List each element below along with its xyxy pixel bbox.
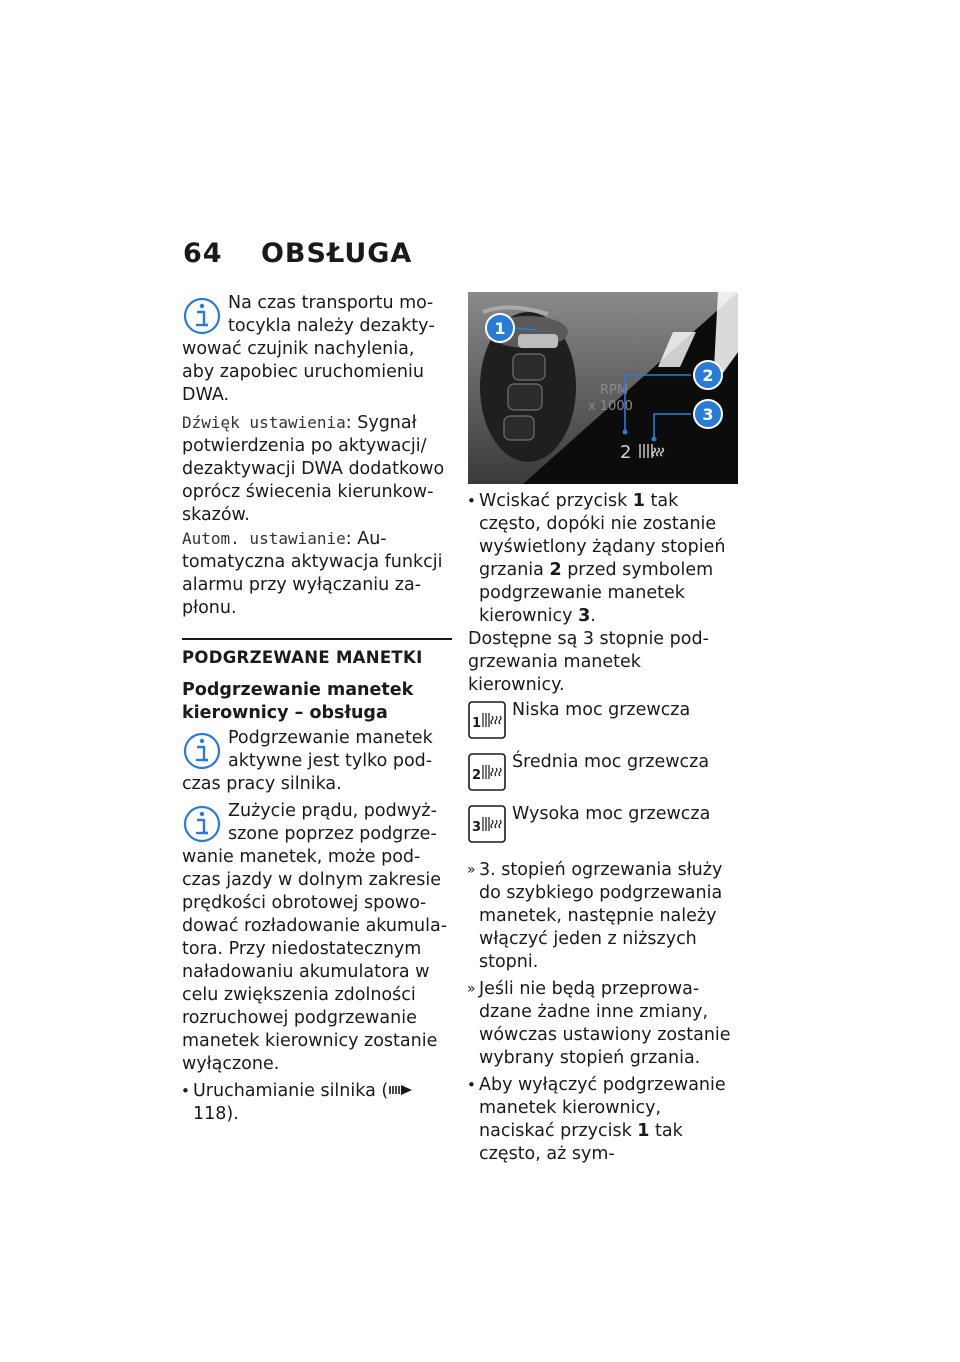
left-column — [182, 292, 452, 1126]
step-select-level: • Wciskać przycisk 1 tak często, dopóki nie zostanie wyświetlony żądany stopień grzania 2 przed symbolem podgrzewanie manetek kierownicy 3. — [468, 490, 740, 628]
page-header — [183, 238, 412, 269]
svg-text:2: 2 — [702, 366, 714, 385]
page-reference-link[interactable]: 118 — [193, 1104, 227, 1124]
option-label: Autom. ustawianie — [182, 529, 346, 548]
option-auto — [182, 527, 452, 620]
rpm-label: RPM — [600, 383, 629, 398]
callout-2 — [694, 361, 722, 389]
option-label: Dźwięk ustawienia — [182, 413, 346, 432]
svg-text:1: 1 — [472, 716, 482, 731]
step-turn-off: • Aby wyłączyć podgrzewanie manetek kierownicy, naciskać przycisk 1 tak często, aż sym- — [468, 1074, 740, 1166]
callout-3 — [694, 400, 722, 428]
info-icon — [182, 294, 222, 338]
svg-text:3: 3 — [472, 820, 482, 835]
result-marker-icon: » — [467, 981, 476, 997]
display-level-digit: 2 — [620, 442, 632, 463]
option-description: : Sygnał potwierdzenia po aktywacji/ dezaktywacji DWA dodatkowo oprócz świecenia kierunkowskazów. — [182, 413, 445, 525]
result-keep-level: » Jeśli nie będą przeprowadzane żadne inne zmiany, wówczas ustawiony zostanie wybrany stopień grzania. — [467, 979, 731, 1068]
info-note-transport — [182, 292, 452, 407]
info-note-text: Podgrzewanie manetek aktywne jest tylko podczas pracy silnika. — [182, 728, 433, 794]
section-title: PODGRZEWANE MANETKI — [182, 638, 452, 669]
callout-1 — [486, 314, 514, 342]
heating-level-medium — [468, 751, 740, 803]
info-note-engine — [182, 727, 452, 796]
heating-level-label: Średnia moc grzewcza — [512, 752, 710, 772]
subsection-title: Podgrzewanie manetek kierownicy – obsługa — [182, 680, 414, 723]
page-reference-arrow-icon — [388, 1083, 414, 1097]
option-sound — [182, 411, 452, 527]
rpm-multiplier: x 1000 — [588, 399, 633, 414]
svg-text:2: 2 — [472, 768, 482, 783]
info-note-text: Zużycie prądu, podwyższone poprzez podgrzewanie manetek, może podczas jazdy w dolnym zakresie prędkości obrotowej spowodować rozładowanie akumulatora. Przy niedostatecznym naładowaniu akumulatora w celu zwiększenia zdolności rozruchowej podgrzewanie manetek kierownicy zostanie wyłączone. — [182, 801, 448, 1074]
result-marker-icon: » — [467, 862, 476, 878]
heating-level-3-icon — [468, 805, 506, 843]
result-quick-heat: » 3. stopień ogrzewania służy do szybkiego podgrzewania manetek, następnie należy włączyć jeden z niższych stopni. — [467, 860, 723, 972]
info-icon — [182, 802, 222, 846]
heating-level-2-icon — [468, 753, 506, 791]
heating-level-1-icon — [468, 701, 506, 739]
page-number: 64 — [183, 238, 223, 269]
heating-level-low — [468, 699, 740, 751]
right-column — [468, 292, 740, 1166]
svg-text:1: 1 — [494, 319, 506, 338]
svg-text:3: 3 — [702, 405, 714, 424]
info-icon — [182, 729, 222, 773]
heating-level-high — [468, 803, 740, 855]
info-note-text: Na czas transportu motocykla należy dezaktywować czujnik nachylenia, aby zapobiec uruchomieniu DWA. — [182, 293, 435, 405]
heating-button — [518, 334, 558, 348]
info-note-battery — [182, 800, 452, 1076]
heating-level-label: Niska moc grzewcza — [512, 700, 691, 720]
bullet-start-engine: • Uruchamianie silnika (118). — [182, 1080, 452, 1126]
handlebar-switch-figure — [468, 292, 738, 484]
page-title: OBSŁUGA — [260, 238, 413, 269]
stages-intro: Dostępne są 3 stopnie podgrzewania manetek kierownicy. — [468, 629, 709, 695]
heating-level-label: Wysoka moc grzewcza — [512, 804, 711, 824]
option-description: : Automatyczna aktywacja funkcji alarmu przy wyłączaniu zapłonu. — [182, 529, 443, 618]
